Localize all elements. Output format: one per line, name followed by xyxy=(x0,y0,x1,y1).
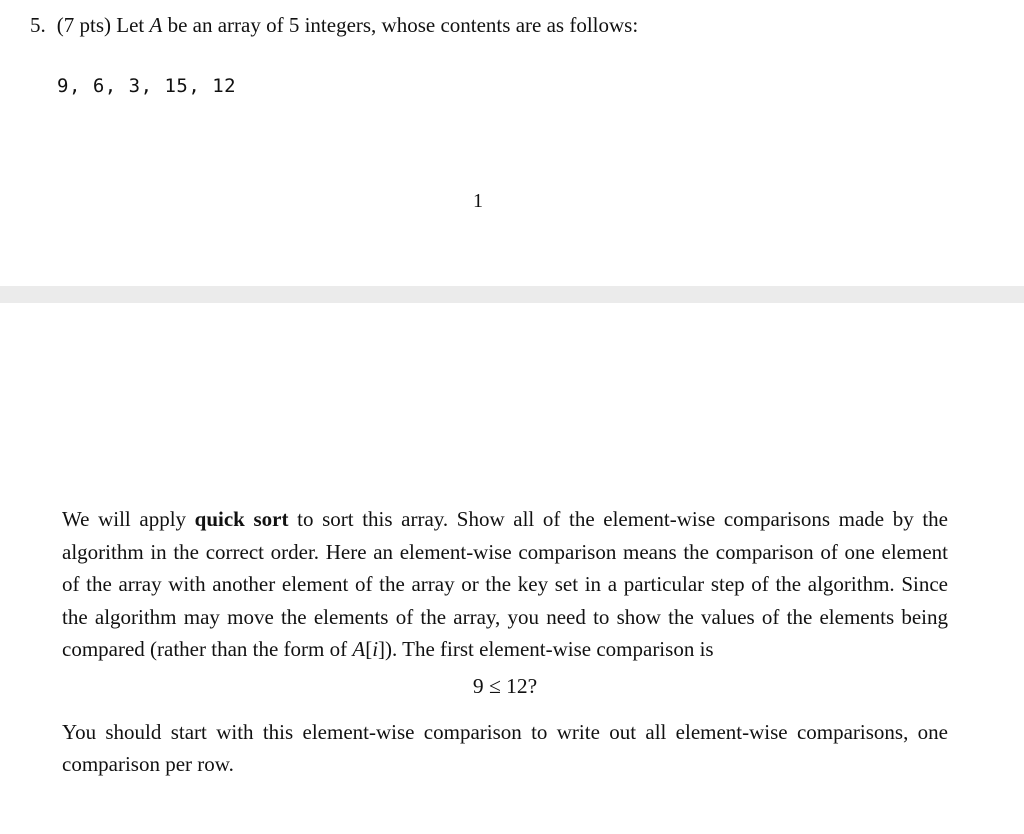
paragraph-lead: We will apply xyxy=(62,507,195,531)
question-number: 5. xyxy=(30,13,46,37)
question-continuation xyxy=(62,503,948,781)
math-bracket-open: [ xyxy=(365,637,373,661)
array-contents: 9, 6, 3, 15, 12 xyxy=(57,75,237,97)
page-break-divider xyxy=(0,286,1024,303)
closing-paragraph: You should start with this element-wise comparison to write out all element-wise comparisons, one comparison per row. xyxy=(62,719,948,776)
paragraph-tail: ). The first element-wise comparison is xyxy=(385,637,714,661)
quick-sort-term: quick sort xyxy=(194,507,289,531)
paragraph-body: to sort this array. Show all of the element-wise comparisons made by the algorithm in the correct order. Here an element-wise comparison means the comparison of one element of the array with another element of the array or the key set in a particular step of the algorithm. Since the algorithm may move the elements of the array, you need to show the values of the elements being compared (rather than the form of xyxy=(62,507,949,661)
math-array-variable: A xyxy=(352,637,366,661)
question-intro-text: (7 pts) Let xyxy=(56,13,150,37)
array-variable: A xyxy=(149,13,163,37)
question-statement xyxy=(30,12,638,38)
question-intro-rest: be an array of 5 integers, whose contents are as follows: xyxy=(162,13,639,37)
instructions-paragraph xyxy=(62,503,948,666)
page-number: 1 xyxy=(473,190,483,212)
math-index-variable: i xyxy=(372,637,379,661)
math-bracket-close: ] xyxy=(378,637,386,661)
first-comparison-equation: 9 ≤ 12? xyxy=(472,673,538,698)
